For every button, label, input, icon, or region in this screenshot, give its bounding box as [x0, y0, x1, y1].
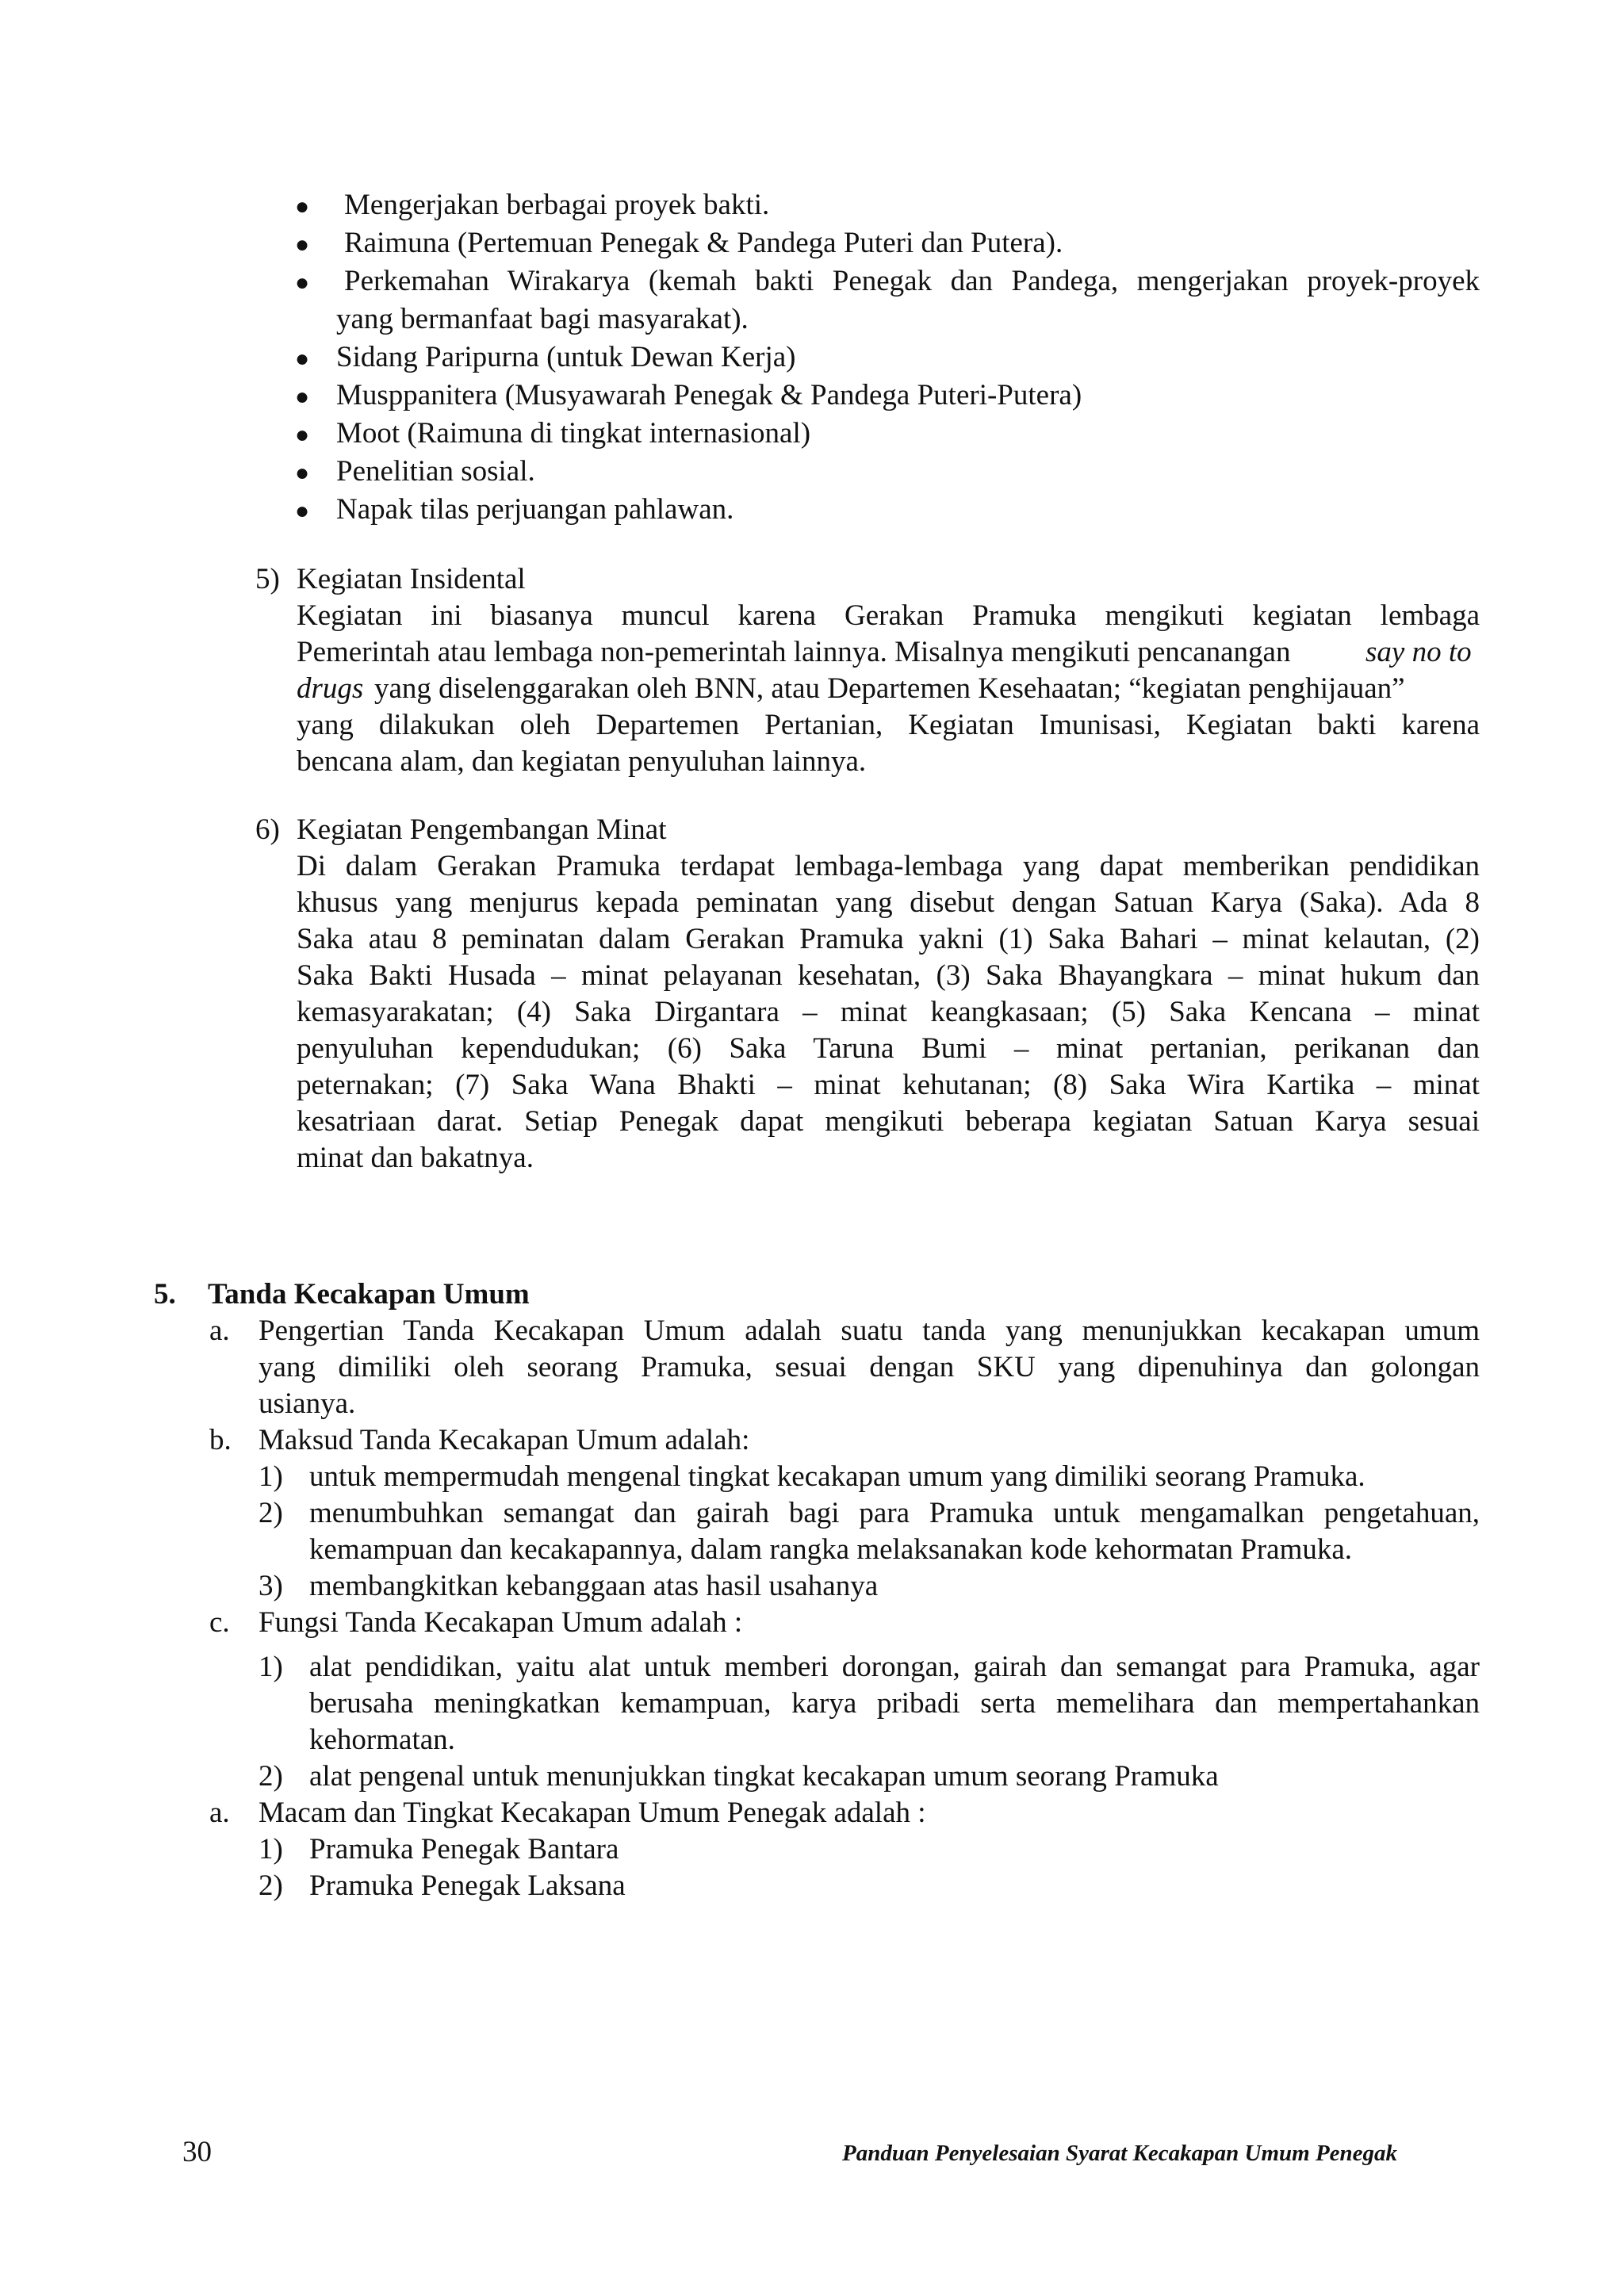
paragraph-line: yang dimiliki oleh seorang Pramuka, sesuai dengan SKU yang dipenuhinya dan golongan	[259, 1351, 1480, 1383]
paragraph-line: Saka atau 8 peminatan dalam Gerakan Pramuka yakni (1) Saka Bahari – minat kelautan, (2)	[297, 923, 1480, 955]
list-number: 1)	[259, 1833, 283, 1866]
bullet-icon: ●	[295, 384, 310, 410]
page-number: 30	[182, 2136, 212, 2168]
paragraph-line: khusus yang menjurus kepada peminatan yang disebut dengan Satuan Karya (Saka). Ada 8	[297, 886, 1480, 919]
bullet-icon: ●	[295, 498, 310, 524]
bullet-item: Moot (Raimuna di tingkat internasional)	[336, 417, 811, 450]
bullet-icon: ●	[295, 422, 310, 448]
list-number: 2)	[259, 1497, 283, 1529]
list-heading: Maksud Tanda Kecakapan Umum adalah:	[259, 1424, 750, 1456]
bullet-icon: ●	[295, 232, 310, 258]
paragraph-line: yang dilakukan oleh Departemen Pertanian, Kegiatan Imunisasi, Kegiatan bakti karena	[297, 709, 1480, 741]
paragraph-line: Saka Bakti Husada – minat pelayanan kesehatan, (3) Saka Bhayangkara – minat hukum dan	[297, 959, 1480, 992]
paragraph-line: Pemerintah atau lembaga non-pemerintah lainnya. Misalnya mengikuti pencanangan	[297, 636, 1291, 668]
bullet-icon: ●	[295, 270, 310, 296]
footer-title: Panduan Penyelesaian Syarat Kecakapan Umum Penegak	[842, 2141, 1398, 2166]
list-item: Pramuka Penegak Bantara	[309, 1833, 619, 1866]
bullet-item: Mengerjakan berbagai proyek bakti.	[344, 189, 770, 221]
list-item-continuation: kemampuan dan kecakapannya, dalam rangka melaksanakan kode kehormatan Pramuka.	[309, 1533, 1353, 1566]
bullet-item: Penelitian sosial.	[336, 455, 535, 488]
section-title: Tanda Kecakapan Umum	[208, 1278, 530, 1311]
item-number: 5)	[255, 563, 280, 595]
paragraph-line: yang diselenggarakan oleh BNN, atau Departemen Kesehaatan; “kegiatan penghijauan”	[374, 672, 1405, 705]
item-title: Kegiatan Insidental	[297, 563, 526, 595]
item-number: 6)	[255, 813, 280, 846]
paragraph-line: kesatriaan darat. Setiap Penegak dapat mengikuti beberapa kegiatan Satuan Karya sesuai	[297, 1105, 1480, 1138]
paragraph-line: Kegiatan ini biasanya muncul karena Gerakan Pramuka mengikuti kegiatan lembaga	[297, 599, 1480, 632]
paragraph-line: penyuluhan kependudukan; (6) Saka Taruna Bumi – minat pertanian, perikanan dan	[297, 1032, 1480, 1065]
paragraph-line: Pengertian Tanda Kecakapan Umum adalah suatu tanda yang menunjukkan kecakapan umum	[259, 1314, 1480, 1347]
list-number: 1)	[259, 1651, 283, 1683]
italic-phrase: say no to	[1365, 636, 1472, 668]
paragraph-line: peternakan; (7) Saka Wana Bhakti – minat kehutanan; (8) Saka Wira Kartika – minat	[297, 1069, 1480, 1101]
bullet-item: Musppanitera (Musyawarah Penegak & Pandega Puteri-Putera)	[336, 379, 1082, 411]
list-letter: c.	[209, 1606, 230, 1639]
paragraph-line: usianya.	[259, 1387, 356, 1420]
paragraph-line: kemasyarakatan; (4) Saka Dirgantara – minat keangkasaan; (5) Saka Kencana – minat	[297, 996, 1480, 1028]
list-number: 2)	[259, 1869, 283, 1902]
bullet-item: Perkemahan Wirakarya (kemah bakti Penegak dan Pandega, mengerjakan proyek-proyek	[344, 265, 1480, 297]
list-number: 1)	[259, 1460, 283, 1493]
list-heading: Fungsi Tanda Kecakapan Umum adalah :	[259, 1606, 743, 1639]
bullet-icon: ●	[295, 193, 310, 220]
list-letter: a.	[209, 1314, 230, 1347]
bullet-icon: ●	[295, 460, 310, 486]
bullet-item-continuation: yang bermanfaat bagi masyarakat).	[336, 303, 749, 335]
list-heading: Macam dan Tingkat Kecakapan Umum Penegak adalah :	[259, 1797, 926, 1829]
list-item-continuation: berusaha meningkatkan kemampuan, karya pribadi serta memelihara dan mempertahankan	[309, 1687, 1480, 1720]
bullet-icon: ●	[295, 346, 310, 372]
bullet-item: Napak tilas perjuangan pahlawan.	[336, 493, 734, 526]
list-item: alat pendidikan, yaitu alat untuk memberi dorongan, gairah dan semangat para Pramuka, agar	[309, 1651, 1480, 1683]
paragraph-line: minat dan bakatnya.	[297, 1142, 534, 1174]
paragraph-line: Di dalam Gerakan Pramuka terdapat lembaga-lembaga yang dapat memberikan pendidikan	[297, 850, 1480, 882]
list-item-continuation: kehormatan.	[309, 1724, 455, 1756]
bullet-item: Raimuna (Pertemuan Penegak & Pandega Puteri dan Putera).	[344, 227, 1063, 259]
list-item: alat pengenal untuk menunjukkan tingkat kecakapan umum seorang Pramuka	[309, 1760, 1219, 1793]
section-number: 5.	[154, 1278, 176, 1311]
list-item: Pramuka Penegak Laksana	[309, 1869, 626, 1902]
italic-phrase: drugs	[297, 672, 364, 705]
list-number: 3)	[259, 1570, 283, 1602]
list-item: untuk mempermudah mengenal tingkat kecakapan umum yang dimiliki seorang Pramuka.	[309, 1460, 1365, 1493]
list-letter: b.	[209, 1424, 232, 1456]
bullet-item: Sidang Paripurna (untuk Dewan Kerja)	[336, 341, 796, 373]
list-letter: a.	[209, 1797, 230, 1829]
item-title: Kegiatan Pengembangan Minat	[297, 813, 667, 846]
paragraph-line: bencana alam, dan kegiatan penyuluhan lainnya.	[297, 745, 867, 778]
list-item: menumbuhkan semangat dan gairah bagi para Pramuka untuk mengamalkan pengetahuan,	[309, 1497, 1480, 1529]
list-number: 2)	[259, 1760, 283, 1793]
list-item: membangkitkan kebanggaan atas hasil usahanya	[309, 1570, 879, 1602]
